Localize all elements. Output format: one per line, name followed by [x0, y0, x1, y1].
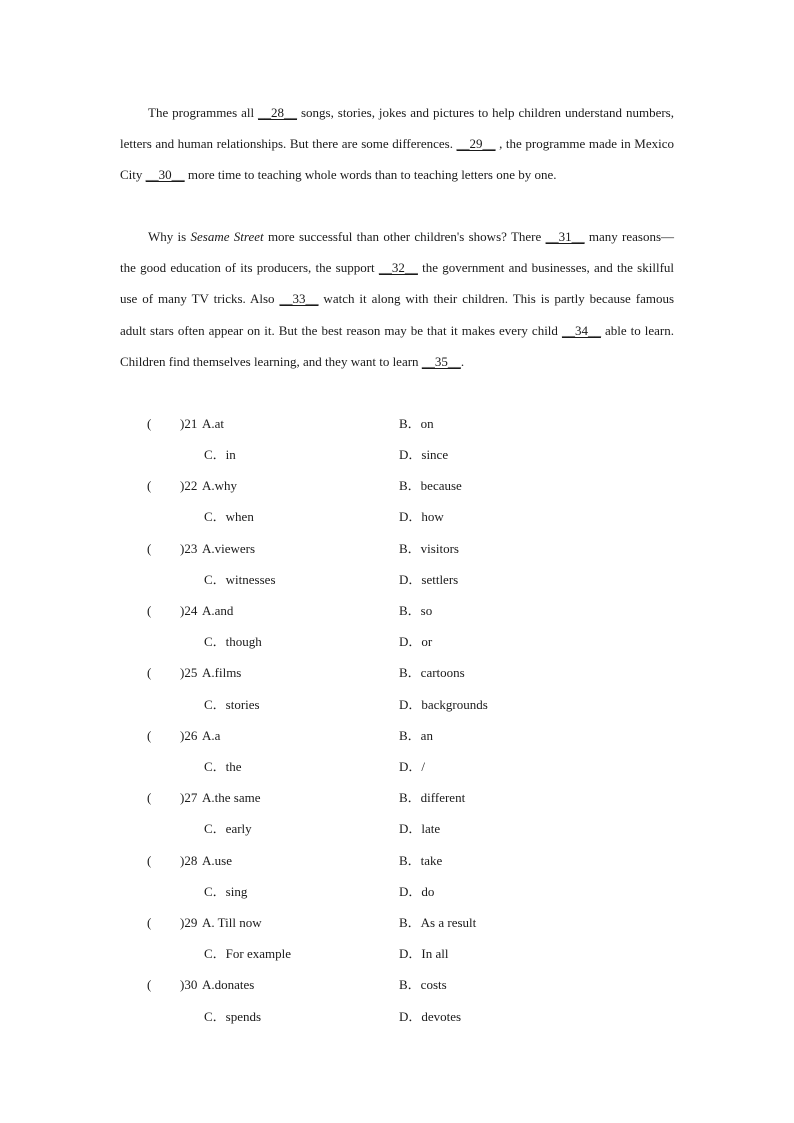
option-d: D．do [399, 884, 435, 899]
option-b: B．because [399, 478, 462, 493]
option-b: B．As a result [399, 915, 477, 930]
option-a: A.films [202, 665, 242, 680]
option-a: A. Till now [202, 915, 262, 930]
question-29-row-1 [0, 913, 794, 933]
option-c: C．spends [204, 1009, 262, 1024]
option-a: A.a [202, 728, 221, 743]
blank-35: __35__ [421, 353, 461, 369]
option-b: B．an [399, 728, 433, 743]
blank-29: __29__ [456, 136, 496, 152]
question-number: )24 [180, 603, 198, 618]
question-30-row-1 [0, 975, 794, 995]
question-number: )21 [180, 416, 198, 431]
option-b: B．on [399, 416, 434, 431]
blank-30: __30__ [145, 167, 185, 183]
question-number: )22 [180, 478, 198, 493]
blank-34: __34__ [561, 322, 601, 338]
passage-text: more successful than other children's shows? There [263, 229, 546, 244]
passage-text: , the programme made in Mexico City [120, 136, 674, 183]
option-b: B．take [399, 853, 443, 868]
option-c: C．sing [204, 884, 248, 899]
option-c: C．when [204, 509, 254, 524]
option-d: D．since [399, 447, 449, 462]
answer-bracket-open: ( [147, 665, 152, 680]
answer-bracket-open: ( [147, 790, 152, 805]
passage-text: The programmes all [148, 105, 259, 120]
question-27-row-1 [0, 788, 794, 808]
option-d: D．settlers [399, 572, 459, 587]
option-a: A.viewers [202, 541, 256, 556]
show-title: Sesame Street [190, 229, 264, 244]
question-28-row-2 [0, 882, 794, 902]
question-number: )25 [180, 665, 198, 680]
question-number: )29 [180, 915, 198, 930]
option-b: B．visitors [399, 541, 459, 556]
option-b: B．different [399, 790, 466, 805]
option-b: B．costs [399, 977, 447, 992]
option-b: B．cartoons [399, 665, 465, 680]
option-c: C．For example [204, 946, 292, 961]
answer-bracket-open: ( [147, 603, 152, 618]
question-24-row-1 [0, 601, 794, 621]
option-a: A.donates [202, 977, 255, 992]
option-d: D．devotes [399, 1009, 462, 1024]
passage-text: more time to teaching whole words than to teaching letters one by one. [184, 167, 557, 183]
answer-bracket-open: ( [147, 728, 152, 743]
answer-bracket-open: ( [147, 541, 152, 556]
option-a: A.at [202, 416, 225, 431]
answer-bracket-open: ( [147, 853, 152, 868]
option-d: D．/ [399, 759, 426, 774]
question-23-row-1 [0, 539, 794, 559]
question-24-row-2 [0, 632, 794, 652]
option-d: D．In all [399, 946, 449, 961]
question-number: )26 [180, 728, 198, 743]
passage-text: the government and businesses, and the skillful use of many TV tricks. Also [120, 260, 675, 307]
blank-28: __28__ [258, 105, 298, 120]
option-c: C．early [204, 821, 252, 836]
question-27-row-2 [0, 819, 794, 839]
option-c: C．in [204, 447, 236, 462]
question-25-row-1 [0, 663, 794, 683]
question-number: )23 [180, 541, 198, 556]
option-d: D．how [399, 509, 444, 524]
passage-text: . [460, 353, 465, 369]
option-a: A.use [202, 853, 232, 868]
question-23-row-2 [0, 570, 794, 590]
question-28-row-1 [0, 851, 794, 871]
question-26-row-1 [0, 726, 794, 746]
question-26-row-2 [0, 757, 794, 777]
question-number: )27 [180, 790, 198, 805]
option-d: D．late [399, 821, 441, 836]
option-c: C．the [204, 759, 242, 774]
passage-text: Why is [148, 229, 191, 244]
passage-text: watch it along with their children. This is partly because famous adult stars often appear on it. But the best reason may be that it makes every child [120, 291, 675, 338]
passage-text: many reasons—the good education of its producers, the support [120, 229, 675, 276]
option-c: C．stories [204, 697, 260, 712]
answer-bracket-open: ( [147, 416, 152, 431]
blank-31: __31__ [545, 229, 585, 244]
question-25-row-2 [0, 695, 794, 715]
question-number: )28 [180, 853, 198, 868]
passage-paragraph-2 [120, 221, 674, 377]
option-a: A.the same [202, 790, 261, 805]
question-22-row-2 [0, 507, 794, 527]
question-21-row-2 [0, 445, 794, 465]
option-d: D．backgrounds [399, 697, 488, 712]
passage-text: able to learn. Children find themselves learning, and they want to learn [120, 322, 675, 369]
option-d: D．or [399, 634, 433, 649]
answer-bracket-open: ( [147, 915, 152, 930]
answer-bracket-open: ( [147, 977, 152, 992]
answer-bracket-open: ( [147, 478, 152, 493]
question-29-row-2 [0, 944, 794, 964]
option-c: C．witnesses [204, 572, 276, 587]
option-b: B．so [399, 603, 433, 618]
question-21-row-1 [0, 414, 794, 434]
blank-32: __32__ [378, 260, 418, 276]
question-30-row-2 [0, 1007, 794, 1027]
option-c: C．though [204, 634, 262, 649]
question-number: )30 [180, 977, 198, 992]
question-22-row-1 [0, 476, 794, 496]
passage-paragraph-1 [120, 97, 674, 191]
blank-33: __33__ [279, 291, 319, 307]
option-a: A.why [202, 478, 238, 493]
passage-text: songs, stories, jokes and pictures to help children understand numbers, letters and human relationships. But there are some differences. [120, 105, 674, 152]
option-a: A.and [202, 603, 234, 618]
